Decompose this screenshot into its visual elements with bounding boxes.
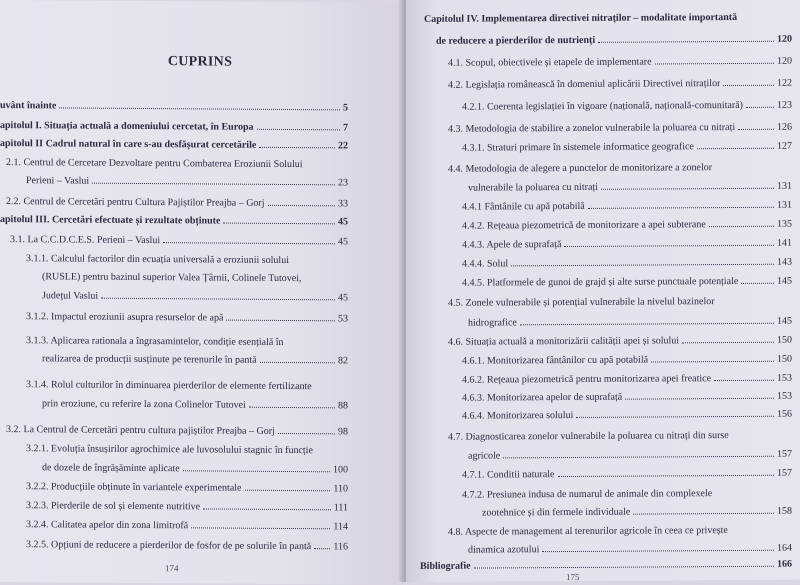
toc-entry-2-1: Perieni – Vaslui 23 <box>26 175 348 189</box>
toc-entry-3-1-1: Județul Vaslui 45 <box>42 290 348 304</box>
toc-entry-4-4-5: 4.4.5. Platformele de gunoi de grajd și alte surse punctuale potențiale 145 <box>462 275 792 289</box>
toc-entry-4-2: 4.2. Legislația românească în domeniul aplicării Directivei nitraților 122 <box>448 77 792 91</box>
toc-entry-4-5-line1: 4.5. Zonele vulnerabile și potențial vulnerabile la nivelul bazinelor <box>448 296 715 309</box>
page-folio: 175 <box>566 571 580 583</box>
toc-entry-3-2-4: 3.2.4. Calitatea apelor din zona limitrofă 114 <box>26 519 348 533</box>
page-number: 157 <box>777 448 792 460</box>
toc-entry-4-8: dinamica azotului 164 <box>468 542 792 556</box>
page-number: 114 <box>333 521 348 533</box>
page-number: 45 <box>338 292 348 304</box>
toc-entry-4-7-2: zootehnice și din fermele individuale 158 <box>482 505 792 519</box>
page-number: 5 <box>343 102 348 114</box>
page-number: 164 <box>777 542 792 554</box>
page-number: 143 <box>777 256 792 268</box>
toc-entry-4-3: 4.3. Metodologia de stabilire a zonelor vulnerabile la poluarea cu nitrați 126 <box>448 121 792 135</box>
page-number: 131 <box>777 180 792 192</box>
page-number: 82 <box>338 355 348 367</box>
page-number: 116 <box>333 541 348 553</box>
toc-entry-2-2: 2.2. Centrul de Cercetări pentru Cultura Pajiștilor Preajba – Gorj 33 <box>6 196 348 210</box>
page-number: 156 <box>777 408 792 420</box>
toc-entry-4-4-3: 4.4.3. Apele de suprafață 141 <box>462 237 792 251</box>
toc-entry-4-4-1: 4.4.1 Fântânile cu apă potabilă 131 <box>462 199 792 213</box>
page-number: 127 <box>777 140 792 152</box>
page-number: 153 <box>777 390 792 402</box>
toc-entry-4-6-4: 4.6.4. Monitorizarea solului 156 <box>462 408 792 422</box>
toc-entry-4-4-4: 4.4.4. Solul 143 <box>462 256 792 270</box>
toc-title: CUPRINS <box>167 54 233 70</box>
toc-entry-3-2-2: 3.2.2. Producțiile obținute în variantele experimentale 110 <box>26 481 348 495</box>
toc-entry-3-1: 3.1. La C.C.D.C.E.S. Perieni – Vaslui 45 <box>10 234 348 248</box>
page-number: 45 <box>338 236 348 248</box>
page-number: 145 <box>777 315 792 327</box>
page-number: 120 <box>777 55 792 67</box>
page-number: 122 <box>777 77 792 89</box>
page-number: 100 <box>333 464 348 476</box>
page-number: 145 <box>777 275 792 287</box>
toc-entry-3-1-1-line2: (RUSLE) pentru bazinul superior Valea Țârnii, Colinele Tutovei, <box>42 271 302 285</box>
page-number: 153 <box>777 372 792 384</box>
toc-entry-bibliography: Bibliografie 166 <box>420 558 792 572</box>
page-number: 23 <box>338 177 348 189</box>
toc-entry-3-1-3-line1: 3.1.3. Aplicarea rationala a îngrasamintelor, condiție esențială în <box>26 335 284 348</box>
toc-entry-4-4-line1: 4.4. Metodologia de alegere a punctelor de monitorizare a zonelor <box>448 162 713 175</box>
page-number: 166 <box>777 558 792 570</box>
page-number: 150 <box>777 353 792 365</box>
toc-entry-4-4: vulnerabile la poluarea cu nitrați 131 <box>468 180 792 194</box>
page-number: 126 <box>777 121 792 133</box>
page-number: 88 <box>338 400 348 412</box>
toc-entry-chapter-3: apitolul III. Cercetări efectuate și rezultate obținute 45 <box>0 214 348 228</box>
page-number: 45 <box>338 216 348 228</box>
toc-entry-4-4-2: 4.4.2. Rețeaua piezometrică de monitorizare a apei subterane 135 <box>462 218 792 232</box>
toc-entry-4-3-1: 4.3.1. Straturi primare în sistemele informatice geografice 127 <box>462 140 792 154</box>
toc-entry-4-2-1: 4.2.1. Coerenta legislației în vigoare (națională, națională-comunitară) 123 <box>462 99 792 113</box>
page-number: 98 <box>338 426 348 438</box>
toc-entry-4-7-line1: 4.7. Diagnosticarea zonelor vulnerabile la poluarea cu nitrați din surse <box>448 430 729 443</box>
toc-entry-3-2-1-line1: 3.2.1. Evoluția însușirilor agrochimice ale luvosolului stagnic în funcție <box>26 443 313 457</box>
toc-entry-2-1-line1: 2.1. Centrul de Cercetare Dezvoltare pentru Combaterea Eroziunii Solului <box>6 157 303 171</box>
page-number: 111 <box>333 502 348 514</box>
page-number: 110 <box>333 483 348 495</box>
toc-entry-chapter-4-line1: Capitolul IV. Implementarea directivei nitraților – modalitate importantă <box>424 11 738 25</box>
page-folio: 174 <box>165 563 179 574</box>
page-number: 141 <box>777 237 792 249</box>
page-number: 53 <box>338 313 348 325</box>
toc-entry-4-7-2-line1: 4.7.2. Presiunea indusa de numarul de animale din complexele <box>462 488 713 501</box>
toc-entry-4-1: 4.1. Scopul, obiectivele și etapele de implementare 120 <box>448 55 792 69</box>
page-number: 158 <box>777 505 792 517</box>
page-number: 135 <box>777 218 792 230</box>
toc-entry-4-7-1: 4.7.1. Conditii naturale 157 <box>462 467 792 481</box>
toc-entry-3-1-1-line1: 3.1.1. Calculul factorilor din ecuația universală a eroziunii solului <box>26 253 289 267</box>
toc-entry-chapter-1: apitolul I. Situația actuală a domeniului cercetat, în Europa 7 <box>0 120 348 134</box>
page-number: 157 <box>777 467 792 479</box>
toc-entry-3-1-3: realizarea de producții susținute pe terenurile în pantă 82 <box>42 353 348 367</box>
toc-entry-3-1-4: prin eroziune, cu referire la zona Colinelor Tutovei 88 <box>42 398 348 412</box>
page-number: 123 <box>777 99 792 111</box>
page-number: 7 <box>343 122 348 134</box>
toc-entry-3-1-2: 3.1.2. Impactul eroziunii asupra resurselor de apă 53 <box>26 311 348 325</box>
toc-entry-3-1-4-line1: 3.1.4. Rolul culturilor în diminuarea pierderilor de elemente fertilizante <box>26 379 312 393</box>
page-number: 22 <box>338 140 348 152</box>
toc-entry-4-6-1: 4.6.1. Monitorizarea fântânilor cu apă potabilă 150 <box>462 353 792 367</box>
page-number: 150 <box>777 334 792 346</box>
toc-entry-4-6: 4.6. Situația actuală a monitorizării calității apei și solului 150 <box>448 334 792 348</box>
page-number: 120 <box>777 33 792 45</box>
toc-entry-chapter-2: apitolul II Cadrul natural în care s-au desfășurat cercetările 22 <box>0 138 348 152</box>
page-number: 33 <box>338 198 348 210</box>
toc-entry-4-6-2: 4.6.2. Rețeaua piezometrică pentru monitorizarea apei freatice 153 <box>462 372 792 386</box>
toc-entry-4-7: agricole 157 <box>468 448 792 462</box>
toc-entry-3-2-3: 3.2.3. Pierderile de sol și elemente nutritive 111 <box>26 500 348 514</box>
toc-entry-4-8-line1: 4.8. Aspecte de management al terenurilor agricole în ceea ce privește <box>448 525 728 538</box>
page-number: 131 <box>777 199 792 211</box>
toc-entry-3-2-5: 3.2.5. Opțiuni de reducere a pierderilor de fosfor de pe solurile în pantă 116 <box>26 539 348 553</box>
toc-entry-4-5: hidrografice 145 <box>468 315 792 329</box>
toc-entry-4-6-3: 4.6.3. Monitorizarea apelor de suprafață 153 <box>462 390 792 404</box>
right-page <box>406 0 800 582</box>
toc-entry-3-2: 3.2. La Centrul de Cercetări pentru cultura pajiștilor Preajba – Gorj 98 <box>6 424 348 438</box>
toc-entry-chapter-4: de reducere a pierderilor de nutrienți 120 <box>436 33 792 47</box>
toc-entry-foreword: uvânt înainte 5 <box>0 100 348 114</box>
toc-entry-3-2-1: de dozele de îngrășăminte aplicate 100 <box>42 462 348 476</box>
